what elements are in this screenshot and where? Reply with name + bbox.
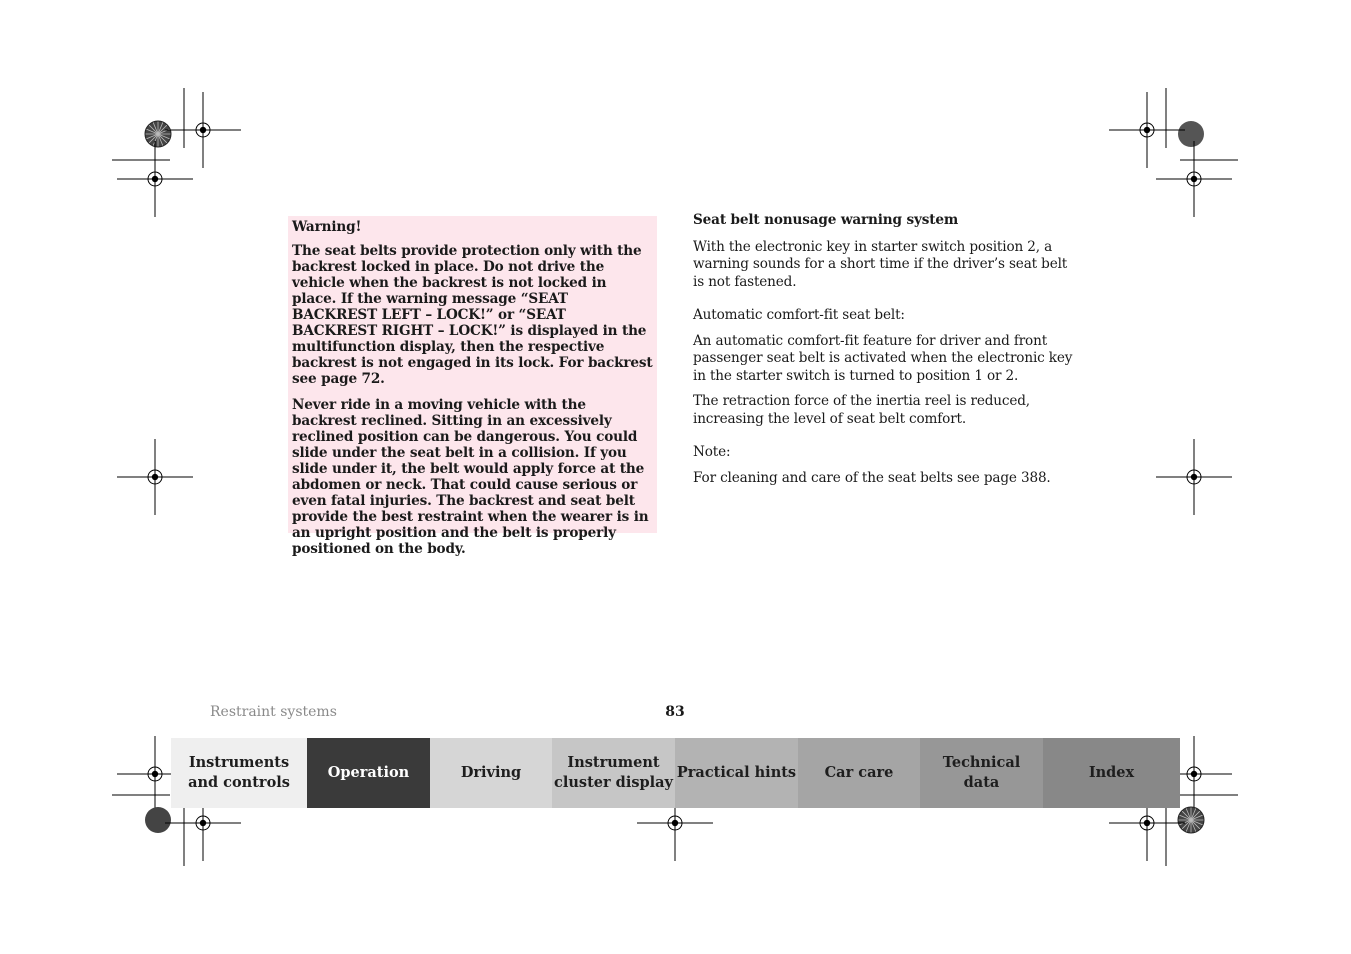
- tab-operation[interactable]: Operation: [307, 738, 430, 808]
- comfort-label: Automatic comfort-fit seat belt:: [693, 307, 905, 323]
- warning-title: Warning!: [292, 219, 362, 235]
- tab-practical-hints[interactable]: Practical hints: [675, 738, 798, 808]
- page-number: 83: [665, 704, 685, 720]
- warning-box: [288, 216, 657, 557]
- tab-car-care[interactable]: Car care: [798, 738, 920, 808]
- footer-section-title: Restraint systems: [210, 704, 337, 720]
- tab-instrument-cluster-display[interactable]: Instrument cluster display: [552, 738, 675, 808]
- tab-instruments-and-controls[interactable]: Instruments and controls: [171, 738, 307, 808]
- chapter-nav: [171, 738, 1180, 808]
- retraction-text: The retraction force of the inertia reel is reduced, increasing the level of seat belt comfort.: [693, 393, 1030, 427]
- note-label: Note:: [693, 444, 731, 460]
- tab-driving[interactable]: Driving: [430, 738, 552, 808]
- warning-paragraph-1: The seat belts provide protection only with the backrest locked in place. Do not drive the vehicle when the backrest is not locked in place. If the warning message “SEAT BACKREST LEFT – LOCK!” or “SEAT BACKREST RIGHT – LOCK!” is displayed in the multifunction display, then the respective backrest is not engaged in its lock. For backrest see page 72.: [292, 243, 653, 387]
- content-column: [693, 212, 1073, 487]
- tab-index[interactable]: Index: [1043, 738, 1180, 808]
- comfort-text: An automatic comfort-fit feature for driver and front passenger seat belt is activated when the electronic key in the starter switch is turned to position 1 or 2.: [693, 332, 1073, 384]
- note-text: For cleaning and care of the seat belts see page 388.: [693, 469, 1051, 486]
- intro-text: With the electronic key in starter switch position 2, a warning sounds for a short time if the driver’s seat belt is not fastened.: [693, 238, 1068, 290]
- section-heading: Seat belt nonusage warning system: [693, 212, 959, 228]
- warning-paragraph-2: Never ride in a moving vehicle with the backrest reclined. Sitting in an excessively reclined position can be dangerous. You could slide under the seat belt in a collision. If you slide under it, the belt would apply force at the abdomen or neck. That could cause serious or even fatal injuries. The backrest and seat belt provide the best restraint when the wearer is in an upright position and the belt is properly positioned on the body.: [292, 397, 649, 557]
- tab-technical-data[interactable]: Technical data: [920, 738, 1043, 808]
